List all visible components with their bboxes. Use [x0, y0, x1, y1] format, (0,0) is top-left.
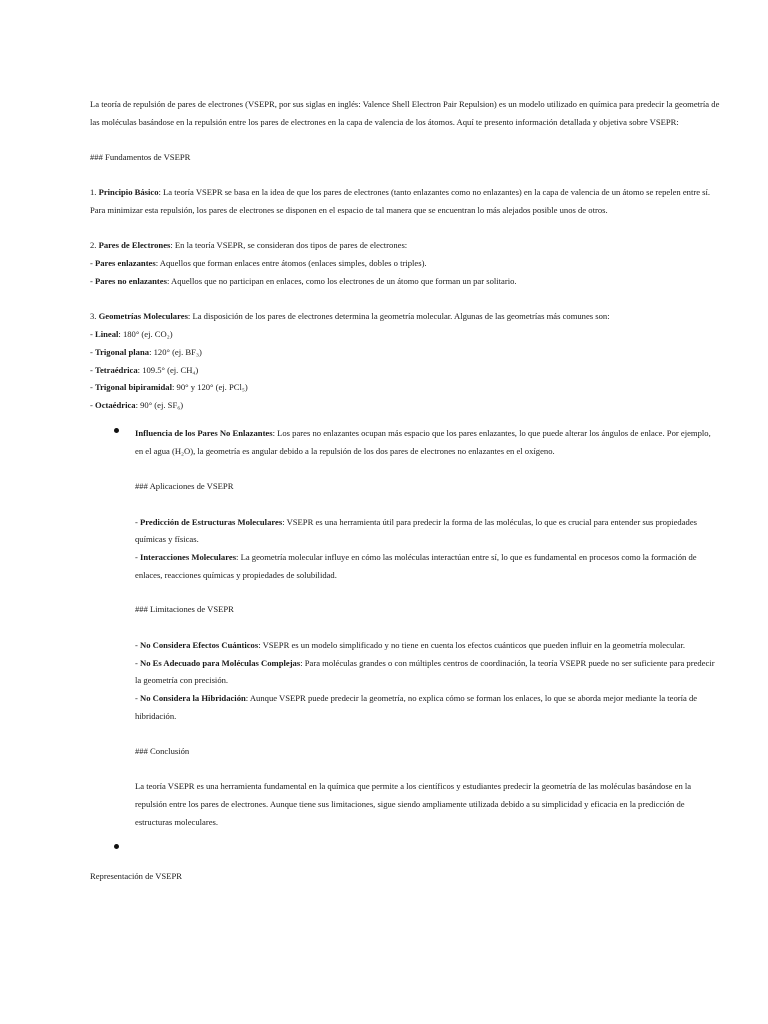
text: : 120° (ej. BF₃) — [149, 347, 202, 357]
geometria-item-octaedrica — [90, 399, 183, 411]
term: Pares no enlazantes — [95, 276, 167, 286]
pares-text: : En la teoría VSEPR, se consideran dos tipos de pares de electrones: — [170, 240, 408, 250]
heading-limitaciones: ### Limitaciones de VSEPR — [135, 604, 234, 614]
dash: - — [135, 693, 141, 703]
pares-line — [90, 239, 407, 251]
dash: - — [90, 365, 96, 375]
term-pares: Pares de Electrones — [98, 240, 171, 250]
limitacion-item-2-line-1 — [135, 657, 715, 669]
term: Octaédrica — [95, 400, 136, 410]
term: Predicción de Estructuras Moleculares — [140, 517, 283, 527]
text: : 90° y 120° (ej. PCl₅) — [171, 382, 248, 392]
influencia-line-2: en el agua (H₂O), la geometría es angular debido a la repulsión de los dos pares de electrones no enlazantes en el oxígeno. — [135, 446, 555, 456]
bullet-icon — [114, 428, 119, 433]
term: Trigonal plana — [95, 347, 150, 357]
dash: - — [90, 382, 96, 392]
dash: - — [90, 258, 96, 268]
pares-enlazantes-item — [90, 257, 427, 269]
dash: - — [90, 276, 96, 286]
principio-line-2: Para minimizar esta repulsión, los pares de electrones se disponen en el espacio de tal manera que se encuentran lo más alejados posible unos de otros. — [90, 205, 608, 215]
geometrias-line — [90, 310, 610, 322]
conclusion-line-1: La teoría VSEPR es una herramienta fundamental en la química que permite a los científicos y estudiantes predecir la geometría de las moléculas basándose en la — [135, 781, 692, 791]
text: : 90° (ej. SF₆) — [135, 400, 184, 410]
dash: - — [135, 517, 141, 527]
list-number: 3. — [90, 311, 99, 321]
caption: Representación de VSEPR — [90, 871, 182, 881]
text: : 180° (ej. CO₂) — [118, 329, 173, 339]
influencia-text: : Los pares no enlazantes ocupan más espacio que los pares enlazantes, lo que puede alterar los ángulos de enlace. Por ejemplo, — [272, 428, 711, 438]
limitacion-item-2-line-2: la geometría con precisión. — [135, 675, 229, 685]
term-geometrias: Geometrías Moleculares — [98, 311, 188, 321]
term: Pares enlazantes — [95, 258, 156, 268]
dash: - — [90, 347, 96, 357]
pares-no-enlazantes-item — [90, 275, 517, 287]
text: : 109.5° (ej. CH₄) — [137, 365, 199, 375]
dash: - — [135, 658, 141, 668]
geometria-item-lineal — [90, 328, 173, 340]
dash: - — [135, 640, 141, 650]
text: : Aquellos que forman enlaces entre átomos (enlaces simples, dobles o triples). — [155, 258, 427, 268]
limitacion-item-3-line-1 — [135, 692, 697, 704]
intro-line-2: las moléculas basándose en la repulsión entre los pares de electrones en la capa de valencia de los átomos. Aquí te presento información detallada y objetiva sobre VSEPR: — [90, 117, 679, 127]
conclusion-line-3: estructuras moleculares. — [135, 817, 219, 827]
bullet-icon — [114, 844, 119, 849]
geometria-item-trigonal-plana — [90, 346, 202, 358]
conclusion-line-2: repulsión entre los pares de electrones. Aunque tiene sus limitaciones, sigue siendo ampliamente utilizada debido a su simplicidad y eficacia en la predicción de — [135, 799, 685, 809]
influencia-line-1 — [135, 427, 711, 439]
intro-line-1: La teoría de repulsión de pares de electrones (VSEPR, por sus siglas en inglés: Valence Shell Electron Pair Repulsion) es un modelo utilizado en química para predecir la geometría de — [90, 99, 720, 109]
aplicacion-item-1-line-2: químicas y físicas. — [135, 534, 199, 544]
text: : Aquellos que no participan en enlaces, como los electrones de un átomo que forman un par solitario. — [166, 276, 517, 286]
principio-line-1 — [90, 186, 710, 198]
term-principio: Principio Básico — [98, 187, 159, 197]
text: : La geometría molecular influye en cómo las moléculas interactúan entre sí, lo que es fundamental en procesos como la formación de — [236, 552, 697, 562]
text: : Para moléculas grandes o con múltiples centros de coordinación, la teoría VSEPR puede no ser suficiente para predecir — [300, 658, 715, 668]
geometria-item-tetraedrica — [90, 364, 198, 376]
geometrias-text: : La disposición de los pares de electrones determina la geometría molecular. Algunas de las geometrías más comunes son: — [187, 311, 610, 321]
term-influencia: Influencia de los Pares No Enlazantes — [135, 428, 273, 438]
list-number: 2. — [90, 240, 99, 250]
aplicacion-item-2-line-1 — [135, 551, 697, 563]
dash: - — [135, 552, 141, 562]
dash: - — [90, 329, 96, 339]
term: Interacciones Moleculares — [140, 552, 237, 562]
text: : VSEPR es una herramienta útil para predecir la forma de las moléculas, lo que es crucial para entender sus propiedades — [282, 517, 698, 527]
aplicacion-item-2-line-2: enlaces, reacciones químicas y propiedades de solubilidad. — [135, 570, 337, 580]
heading-aplicaciones: ### Aplicaciones de VSEPR — [135, 481, 234, 491]
term: Trigonal bipiramidal — [95, 382, 172, 392]
principio-text: : La teoría VSEPR se basa en la idea de que los pares de electrones (tanto enlazantes como no enlazantes) en la capa de valencia de un átomo se repelen entre sí. — [158, 187, 711, 197]
text: : Aunque VSEPR puede predecir la geometría, no explica cómo se forman los enlaces, lo que se aborda mejor mediante la teoría de — [245, 693, 698, 703]
limitacion-item-1 — [135, 639, 685, 651]
term: Tetraédrica — [95, 365, 138, 375]
term: No Considera Efectos Cuánticos — [140, 640, 259, 650]
dash: - — [90, 400, 96, 410]
aplicacion-item-1-line-1 — [135, 516, 697, 528]
term: No Es Adecuado para Moléculas Complejas — [140, 658, 301, 668]
heading-fundamentos: ### Fundamentos de VSEPR — [90, 152, 191, 162]
limitacion-item-3-line-2: hibridación. — [135, 711, 177, 721]
geometria-item-trigonal-bipiramidal — [90, 381, 248, 393]
heading-conclusion: ### Conclusión — [135, 746, 190, 756]
text: : VSEPR es un modelo simplificado y no tiene en cuenta los efectos cuánticos que pueden influir en la geometría molecular. — [258, 640, 685, 650]
list-number: 1. — [90, 187, 99, 197]
term: Lineal — [95, 329, 119, 339]
term: No Considera la Hibridación — [140, 693, 246, 703]
